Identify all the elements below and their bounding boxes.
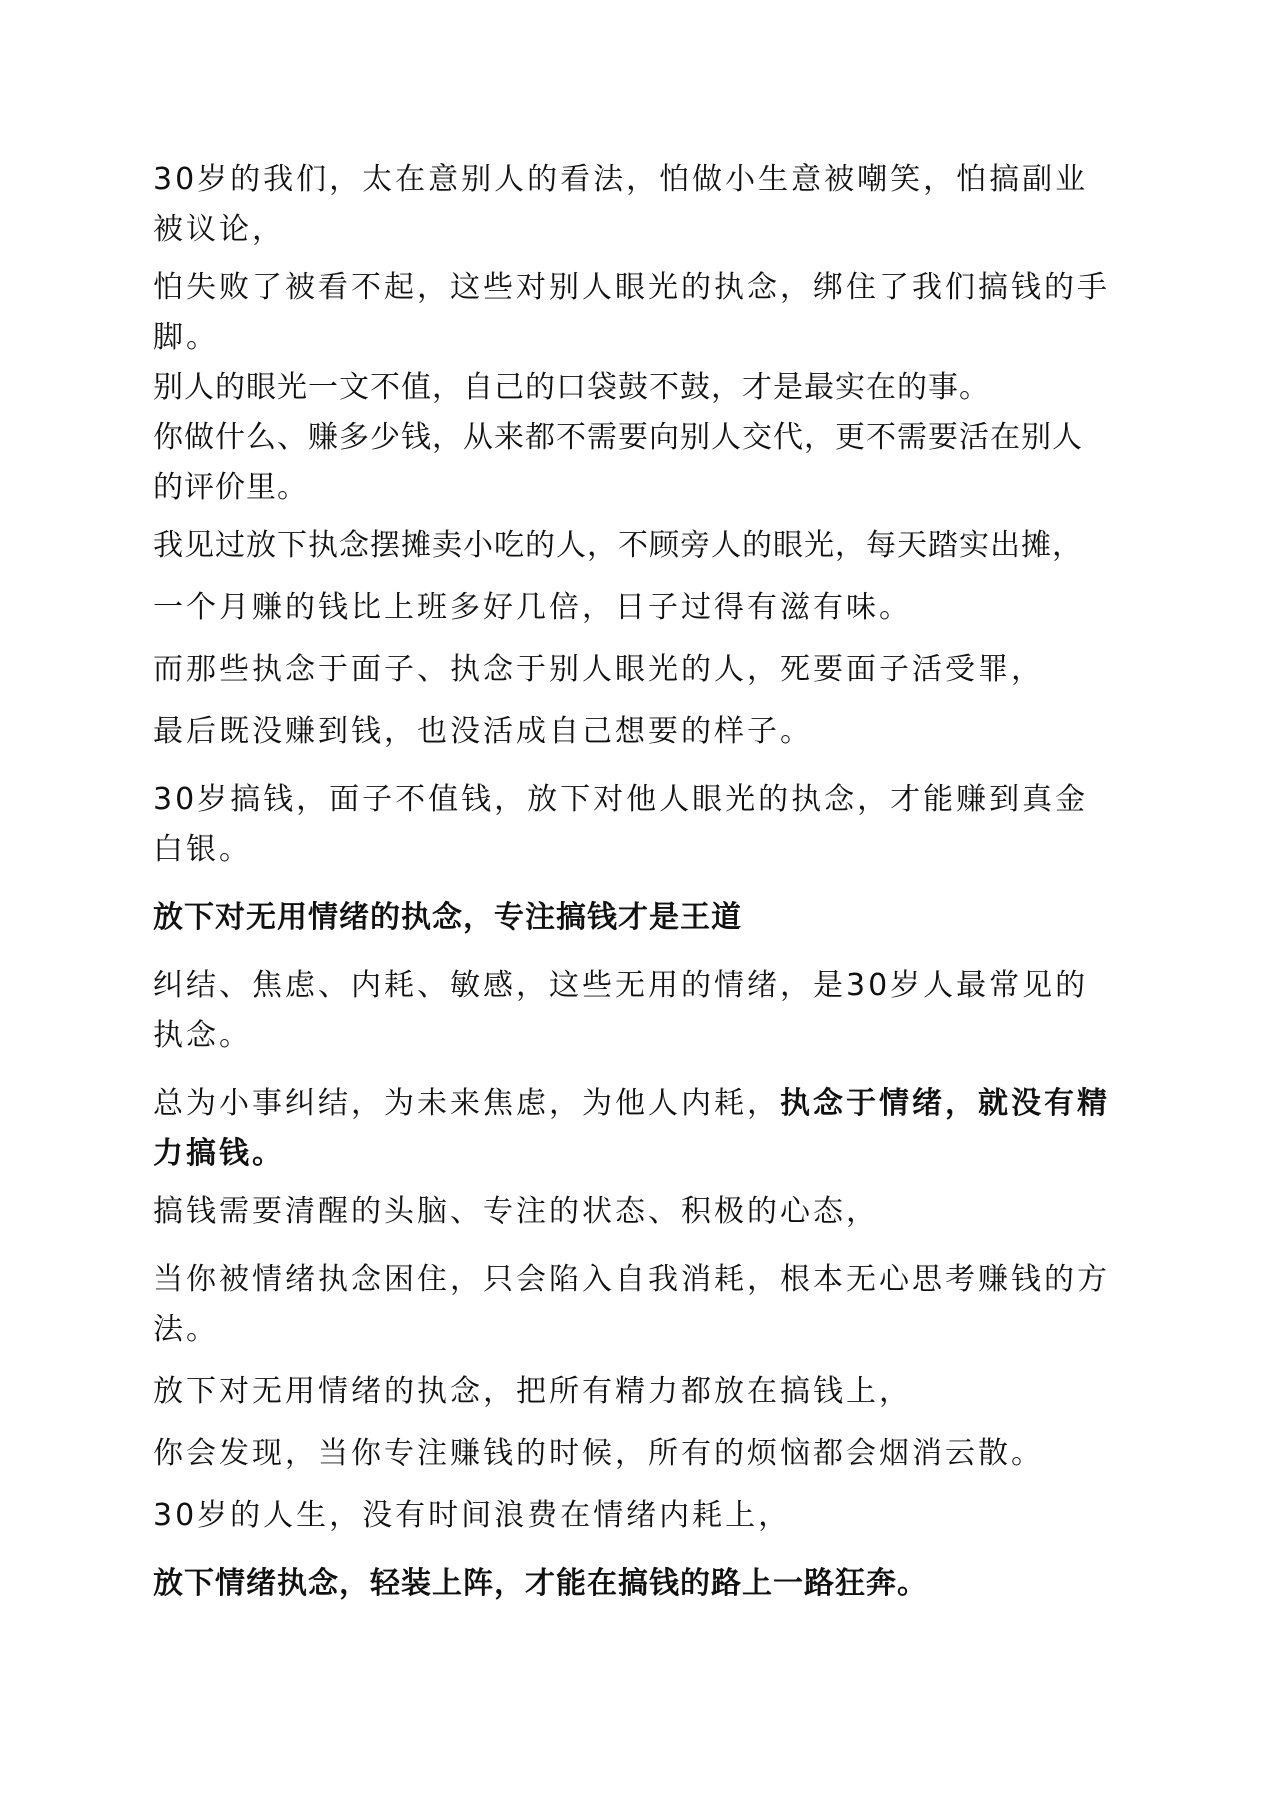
- paragraph-8: 最后既没赚到钱，也没活成自己想要的样子。: [153, 714, 813, 749]
- paragraph-9: 30岁搞钱，面子不值钱，放下对他人眼光的执念，才能赚到真金白银。: [153, 782, 1089, 867]
- paragraph-3: 别人的眼光一文不值，自己的口袋鼓不鼓，才是最实在的事。: [153, 370, 990, 405]
- document-body: [153, 155, 1113, 1609]
- paragraph-12: 搞钱需要清醒的头脑、专注的状态、积极的心态，: [153, 1194, 879, 1229]
- paragraph-7: 而那些执念于面子、执念于别人眼光的人，死要面子活受罪，: [153, 652, 1044, 687]
- paragraph-16: 30岁的人生，没有时间浪费在情绪内耗上，: [153, 1498, 792, 1533]
- paragraph-2: 怕失败了被看不起，这些对别人眼光的执念，绑住了我们搞钱的手脚。: [153, 270, 1110, 355]
- paragraph-11-bold: 执念于情绪，就没有精力搞钱。: [153, 1086, 1110, 1171]
- paragraph-11-normal: 总为小事纠结，为未来焦虑，为他人内耗，: [153, 1086, 780, 1121]
- section-heading: 放下对无用情绪的执念，专注搞钱才是王道: [153, 900, 742, 935]
- closing-line: 放下情绪执念，轻装上阵，才能在搞钱的路上一路狂奔。: [153, 1566, 928, 1601]
- paragraph-13: 当你被情绪执念困住，只会陷入自我消耗，根本无心思考赚钱的方法。: [153, 1262, 1110, 1347]
- paragraph-1: 30岁的我们，太在意别人的看法，怕做小生意被嘲笑，怕搞副业被议论，: [153, 162, 1089, 247]
- paragraph-15: 你会发现，当你专注赚钱的时候，所有的烦恼都会烟消云散。: [153, 1436, 1044, 1471]
- paragraph-10: 纠结、焦虑、内耗、敏感，这些无用的情绪，是30岁人最常见的执念。: [153, 968, 1089, 1053]
- paragraph-6: 一个月赚的钱比上班多好几倍，日子过得有滋有味。: [153, 590, 912, 625]
- paragraph-11: [153, 1079, 1113, 1179]
- paragraph-4: 你做什么、赚多少钱，从来都不需要向别人交代，更不需要活在别人的评价里。: [153, 420, 1083, 505]
- paragraph-14: 放下对无用情绪的执念，把所有精力都放在搞钱上，: [153, 1374, 912, 1409]
- paragraph-5: 我见过放下执念摆摊卖小吃的人，不顾旁人的眼光，每天踏实出摊，: [153, 528, 1083, 563]
